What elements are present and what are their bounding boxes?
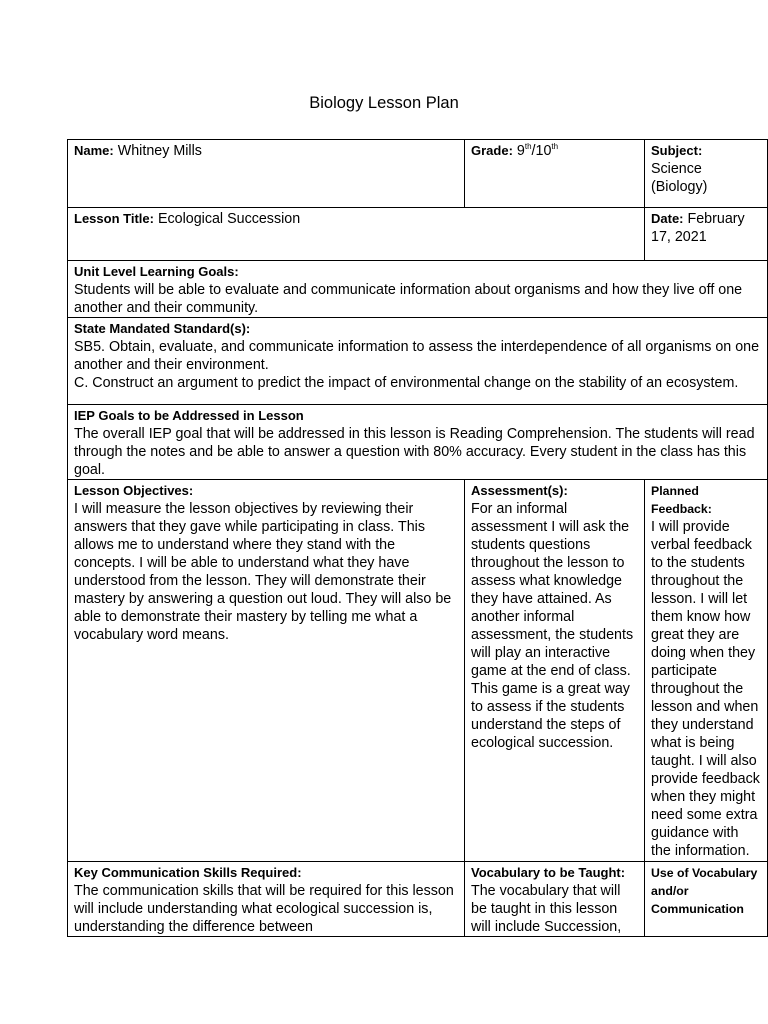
subject-cell	[645, 140, 768, 208]
objectives-text: I will measure the lesson objectives by reviewing their answers that they gave while participating in class. This allows me to understand where they stand with the concepts. I will be able to understand what they have understood from the lesson. They will demonstrate their mastery by answering a question out loud. They will also be able to demonstrate their mastery by telling me what a vocabulary word means.	[74, 501, 452, 643]
name-label: Name:	[74, 143, 114, 158]
vocabulary-label: Vocabulary to be Taught:	[471, 865, 626, 880]
use-vocabulary-label: Use of Vocabulary and/or Communication	[651, 866, 758, 916]
goals-cell	[68, 261, 768, 318]
lesson-title-label: Lesson Title:	[74, 211, 154, 226]
standard-c: C. Construct an argument to predict the impact of environmental change on the stability of an ecosystem.	[74, 375, 739, 391]
name-cell	[68, 140, 465, 208]
teacher-name: Whitney Mills	[117, 143, 202, 159]
subject-value: Science (Biology)	[651, 161, 708, 195]
standards-cell	[68, 318, 768, 405]
goals-label: Unit Level Learning Goals:	[74, 264, 239, 279]
lesson-title-cell	[68, 208, 645, 261]
objectives-label: Lesson Objectives:	[74, 483, 194, 498]
document-title: Biology Lesson Plan	[309, 94, 459, 112]
standards-label: State Mandated Standard(s):	[74, 321, 251, 336]
header-row	[68, 140, 768, 208]
vocabulary-text: The vocabulary that will be taught in this lesson will include Succession,	[471, 883, 622, 935]
assessment-label: Assessment(s):	[471, 483, 568, 498]
vocabulary-cell	[465, 862, 645, 937]
date-value: February 17, 2021	[651, 211, 745, 245]
standard-sb5: SB5. Obtain, evaluate, and communicate information to assess the interdependence of all organisms on one another and their environment.	[74, 339, 760, 373]
goals-text: Students will be able to evaluate and communicate information about organisms and how they live off one another and their community.	[74, 282, 743, 316]
grade-label: Grade:	[471, 143, 513, 158]
feedback-text: I will provide verbal feedback to the students throughout the lesson. I will let them know how great they are doing when they participate throughout the lesson and when they understand what is being taught. I will also provide feedback when they might need some extra guidance with the information.	[651, 519, 760, 859]
grade-value: 9th/10th	[516, 142, 559, 159]
date-cell	[645, 208, 768, 261]
date-label: Date:	[651, 211, 684, 226]
feedback-cell	[645, 480, 768, 862]
communication-row	[68, 862, 768, 937]
feedback-label: Planned Feedback:	[651, 484, 712, 516]
communication-text: The communication skills that will be required for this lesson will include understanding what ecological succession is, understanding the difference between	[74, 883, 454, 935]
lesson-title-value: Ecological Succession	[157, 211, 301, 227]
objectives-row	[68, 480, 768, 862]
standards-row	[68, 318, 768, 405]
iep-text: The overall IEP goal that will be addressed in this lesson is Reading Comprehension. The students will read through the notes and be able to answer a question with 80% accuracy. Every student in the class has this goal.	[74, 426, 755, 478]
assessment-text: For an informal assessment I will ask the students questions throughout the lesson to assess what knowledge they have attained. As another informal assessment, the students will play an interactive game at the end of class. This game is a great way to assess if the students understand the steps of ecological succession.	[471, 501, 634, 751]
iep-row	[68, 405, 768, 480]
lesson-plan-table	[67, 139, 768, 937]
iep-cell	[68, 405, 768, 480]
iep-label: IEP Goals to be Addressed in Lesson	[74, 408, 304, 423]
subject-label: Subject:	[651, 143, 703, 158]
goals-row	[68, 261, 768, 318]
communication-cell	[68, 862, 465, 937]
objectives-cell	[68, 480, 465, 862]
assessment-cell	[465, 480, 645, 862]
communication-label: Key Communication Skills Required:	[74, 865, 302, 880]
use-vocabulary-cell	[645, 862, 768, 937]
lesson-title-row	[68, 208, 768, 261]
grade-cell	[465, 140, 645, 208]
